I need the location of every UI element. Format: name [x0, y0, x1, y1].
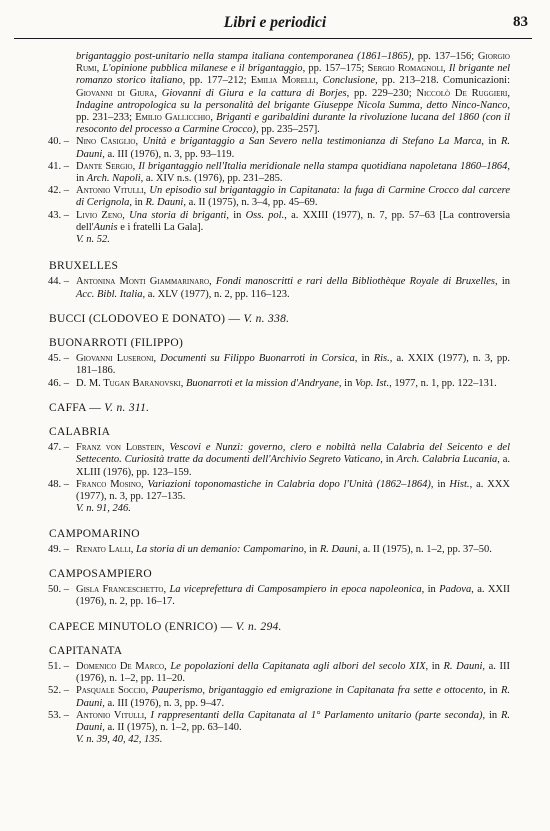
- entry-title: Documenti su Filippo Buonarroti in Corsica: [160, 353, 355, 365]
- entry-title: R. Dauni: [145, 197, 184, 209]
- entry-title: R. Dauni: [76, 685, 511, 709]
- entry-text: ,: [209, 276, 216, 288]
- entry-title: Hist.: [449, 478, 470, 490]
- entry-author: Domenico De Marco: [76, 660, 165, 672]
- entry-text: , pp. 231–233;: [76, 99, 510, 124]
- section-heading-text: BRUXELLES: [49, 260, 119, 273]
- section-heading: [0, 528, 550, 540]
- entry-title: Vescovi e Nunzi: governo, clero e nobiltà nella Calabria del Seicento e del Settecento. Curiosità tratte da documenti dell'Archivio Segreto Vaticano: [76, 442, 511, 466]
- section-cross-reference: V. n. 294.: [235, 620, 282, 633]
- entry-text: e i fratelli La Gala].: [117, 221, 204, 233]
- section-heading: [0, 426, 550, 438]
- entry-text: ,: [154, 87, 162, 99]
- entry-number: 53. –: [48, 709, 69, 721]
- entry-text: ,: [135, 136, 143, 148]
- entry-text: , pp. 137–156;: [411, 51, 478, 62]
- entry-author: Antonio Vitulli: [76, 185, 144, 197]
- entry-title: La storia di un demanio: Campomarino: [136, 543, 304, 555]
- entry-text: ,: [122, 209, 130, 221]
- entry-text: , a. III (1976), n. 1–2, pp. 11–20.: [76, 660, 510, 685]
- entry-text: , 1977, n. 1, pp. 122–131.: [389, 377, 497, 389]
- spacer: [0, 390, 550, 402]
- entry-author: Pasquale Soccio: [76, 685, 146, 697]
- entry-number: 41. –: [48, 160, 69, 172]
- header-rule: [14, 38, 532, 39]
- entry-title: Un episodio sul brigantaggio in Capitanata: la fuga di Carmine Crocco dal carcere di Cerignola: [76, 185, 511, 209]
- entry-text: ,: [143, 185, 150, 197]
- entry-text: , a. XXX (1977), n. 3, pp. 127–135.: [76, 478, 510, 503]
- entry-text: , in: [226, 209, 246, 221]
- entry-title: L'opinione pubblica milanese e il brigantaggio: [102, 63, 303, 75]
- section-heading: [0, 260, 550, 272]
- entry-text: , pp. 177–212;: [182, 75, 251, 87]
- entry-title: La viceprefettura di Camposampiero in epoca napoleonica: [169, 584, 422, 596]
- bibliography-list: [0, 51, 550, 746]
- page-number: 83: [513, 14, 528, 30]
- entry-number: 44. –: [48, 276, 69, 288]
- entry-text: , a. II (1975), n. 3–4, pp. 45–69.: [183, 197, 318, 209]
- cross-reference: V. n. 39, 40, 42, 135.: [76, 734, 163, 746]
- bib-entry: [0, 661, 550, 685]
- entry-title: Aunis: [93, 221, 118, 233]
- section-heading-text: CAPITANATA: [49, 644, 123, 657]
- section-heading-text: CALABRIA: [49, 426, 111, 439]
- spacer: [0, 609, 550, 621]
- entry-author: Sergio Romagnoli: [367, 63, 444, 75]
- entry-author: Franco Mosino: [76, 478, 141, 490]
- entry-author: Franz von Lobstein: [76, 442, 162, 454]
- entry-text: , in: [482, 709, 501, 721]
- entry-text: , pp. 213–218. Comunicazioni:: [375, 75, 510, 87]
- entry-text: ,: [163, 584, 170, 596]
- entry-title: Pauperismo, brigantaggio ed emigrazione in Capitanata fra sette e ottocento: [151, 685, 484, 697]
- entry-number: 51. –: [48, 660, 69, 672]
- entry-title: Indagine antropologica su la personalità del brigante Giuseppe Nicola Summa, detto Ninco-Nanco: [76, 99, 508, 111]
- bib-entry: [0, 685, 550, 709]
- entry-text: , in: [483, 685, 501, 697]
- entry-text: , in: [421, 584, 440, 596]
- entry-title: Giovanni di Giura e la cattura di Borjes: [161, 87, 347, 99]
- bib-entry: [0, 479, 550, 516]
- entry-title: Il brigante nel romanzo storico italiano: [76, 63, 511, 87]
- cross-reference: V. n. 52.: [76, 234, 110, 246]
- entry-text: , in: [303, 543, 320, 555]
- entry-text: ,: [164, 660, 171, 672]
- entry-text: , in: [430, 478, 450, 490]
- entry-author: Renato Lalli: [76, 543, 131, 555]
- entry-number: 45. –: [48, 353, 69, 365]
- entry-author: Giovanni Luseroni: [76, 353, 154, 365]
- entry-author: Giorgio Rumi: [76, 51, 510, 75]
- entry-number: 46. –: [48, 377, 69, 389]
- entry-author: D. M. Tugan Baranovski: [76, 377, 181, 389]
- entry-title: Unità e brigantaggio a San Severo nella testimonianza di Stefano La Marca: [142, 136, 482, 148]
- entry-text: , a. II (1975), n. 1–2, pp. 63–140.: [102, 721, 242, 733]
- entry-number: 50. –: [48, 584, 69, 596]
- entry-text: , a. XXII (1976), n. 2, pp. 16–17.: [76, 584, 511, 608]
- section-cross-reference: V. n. 311.: [104, 401, 150, 414]
- entry-title: Oss. pol.: [245, 209, 285, 221]
- entry-title: R. Dauni: [76, 136, 511, 160]
- entry-number: 52. –: [48, 685, 69, 697]
- section-heading-text: CAMPOMARINO: [49, 527, 140, 540]
- entry-title: brigantaggio post-unitario nella stampa italiana contemporanea (1861–1865): [76, 51, 412, 62]
- entry-text: ,: [315, 75, 323, 87]
- spacer: [0, 556, 550, 568]
- entry-title: Fondi manoscritti e rari della Bibliothèque Royale di Bruxelles: [215, 276, 496, 288]
- entry-text: , a. XXIX (1977), n. 3, pp. 181–186.: [76, 353, 511, 377]
- section-heading: [0, 568, 550, 580]
- entry-title: Briganti e garibaldini durante la rivoluzione lucana del 1860 (con il resoconto del processo a Carmine Crocco): [76, 112, 511, 136]
- entry-author: Nino Casiglio: [76, 136, 136, 148]
- bib-entry: [0, 210, 550, 247]
- bib-entry: [0, 544, 550, 556]
- entry-author: Livio Zeno: [76, 209, 123, 221]
- entry-author: Emilio Gallicchio: [135, 112, 211, 124]
- spacer: [0, 633, 550, 645]
- bib-entry: [0, 136, 550, 160]
- section-heading: [0, 645, 550, 657]
- entry-text: , in: [481, 136, 501, 148]
- section-heading-text: BUCCI (CLODOVEO E DONATO) —: [49, 312, 241, 325]
- bib-entry: [0, 442, 550, 479]
- entry-text: , in: [495, 276, 511, 288]
- entry-text: , pp. 157–175;: [302, 63, 368, 75]
- section-heading-text: BUONARROTI (FILIPPO): [49, 337, 184, 350]
- bib-entry: [0, 584, 550, 608]
- entry-title: Le popolazioni della Capitanata agli albori del secolo XIX: [170, 660, 426, 672]
- entry-author: Giovanni di Giura: [76, 87, 155, 99]
- entry-text: , a. III (1976), n. 3, pp. 93–119.: [102, 148, 235, 160]
- entry-text: , in: [129, 197, 146, 209]
- running-title: Libri e periodici: [223, 14, 327, 31]
- entry-text: ,: [153, 353, 161, 365]
- entry-title: Vop. Ist.: [354, 377, 390, 389]
- section-heading: [0, 621, 550, 633]
- spacer: [0, 414, 550, 426]
- entry-title: Arch. Napoli: [86, 173, 141, 185]
- entry-number: 48. –: [48, 478, 69, 490]
- entry-number: 49. –: [48, 543, 69, 555]
- spacer: [0, 301, 550, 313]
- entry-text: , pp. 235–257].: [255, 124, 320, 136]
- entry-number: 43. –: [48, 209, 69, 221]
- entry-text: , a. II (1975), n. 1–2, pp. 37–50.: [357, 543, 492, 555]
- bib-entry: [0, 378, 550, 390]
- entry-author: Niccolò De Ruggieri: [416, 87, 508, 99]
- entry-text: , a. III (1976), n. 3, pp. 9–47.: [102, 697, 225, 709]
- entry-text: ,: [144, 709, 151, 721]
- entry-title: Variazioni toponomastiche in Calabria dopo l'Unità (1862–1864): [147, 478, 431, 490]
- entry-title: Buonarroti et la mission d'Andryane: [185, 377, 339, 389]
- running-header: [0, 14, 550, 34]
- spacer: [0, 516, 550, 528]
- bib-entry: [0, 710, 550, 747]
- bib-entry: [0, 185, 550, 209]
- entry-text: , in: [76, 160, 510, 185]
- entry-text: , in: [338, 377, 355, 389]
- entry-title: Una storia di briganti: [129, 209, 227, 221]
- entry-text: , pp. 229–230;: [346, 87, 417, 99]
- entry-text: , a. XLIII (1976), pp. 123–159.: [76, 454, 510, 478]
- entry-author: Gisla Franceschetto: [76, 584, 164, 596]
- entry-text: ,: [180, 377, 186, 389]
- entry-title: Arch. Calabria Lucania: [396, 454, 498, 466]
- entry-text: , a. XIV n.s. (1976), pp. 231–285.: [140, 173, 283, 185]
- entry-title: Il brigantaggio nell'Italia meridionale nella stampa quotidiana napoletana 1860–1864: [138, 160, 508, 172]
- bib-entry: [0, 353, 550, 377]
- entry-author: Emilia Morelli: [250, 75, 316, 87]
- section-heading-text: CAMPOSAMPIERO: [49, 567, 152, 580]
- entry-title: Acc. Bibl. Italia: [76, 288, 143, 300]
- entry-title: Ris.: [373, 353, 390, 365]
- entry-author: Dante Sergio: [76, 160, 133, 172]
- section-heading-text: CAPECE MINUTOLO (ENRICO) —: [49, 620, 233, 633]
- entry-text: ,: [145, 685, 152, 697]
- entry-number: 42. –: [48, 185, 69, 197]
- entry-text: , a. XXIII (1977), n. 7, pp. 57–63 [La controversia dell': [76, 209, 510, 233]
- entry-text: ,: [96, 63, 103, 75]
- bib-entry: [0, 51, 550, 136]
- entry-text: , in: [354, 353, 374, 365]
- entry-text: ,: [130, 543, 137, 555]
- entry-title: R. Dauni: [319, 543, 358, 555]
- entry-author: Antonio Vitulli: [76, 709, 145, 721]
- entry-text: , a. XLV (1977), n. 2, pp. 116–123.: [142, 288, 290, 300]
- cross-reference: V. n. 91, 246.: [76, 503, 131, 515]
- spacer: [0, 246, 550, 260]
- section-cross-reference: V. n. 338.: [243, 312, 290, 325]
- section-heading: [0, 337, 550, 349]
- entry-title: Conclusione: [322, 75, 376, 87]
- bib-entry: [0, 161, 550, 185]
- spacer: [0, 325, 550, 337]
- entry-title: I rappresentanti della Capitanata al 1° Parlamento unitario (parte seconda): [150, 709, 483, 721]
- entry-text: ,: [210, 112, 217, 124]
- entry-text: ,: [507, 87, 511, 99]
- section-heading: [0, 402, 550, 414]
- entry-text: , in: [425, 660, 444, 672]
- entry-text: , in: [380, 454, 397, 466]
- entry-number: 47. –: [48, 442, 69, 454]
- entry-text: ,: [443, 63, 449, 75]
- entry-title: Padova: [439, 584, 472, 596]
- section-heading-text: CAFFA —: [49, 401, 102, 414]
- entry-text: ,: [161, 442, 170, 454]
- entry-text: ,: [140, 478, 148, 490]
- entry-title: R. Dauni: [76, 709, 510, 733]
- entry-title: R. Dauni: [443, 660, 483, 672]
- entry-author: Antonina Monti Giammarinaro: [76, 276, 210, 288]
- bib-entry: [0, 276, 550, 300]
- entry-number: 40. –: [48, 136, 69, 148]
- entry-text: ,: [132, 160, 139, 172]
- section-heading: [0, 313, 550, 325]
